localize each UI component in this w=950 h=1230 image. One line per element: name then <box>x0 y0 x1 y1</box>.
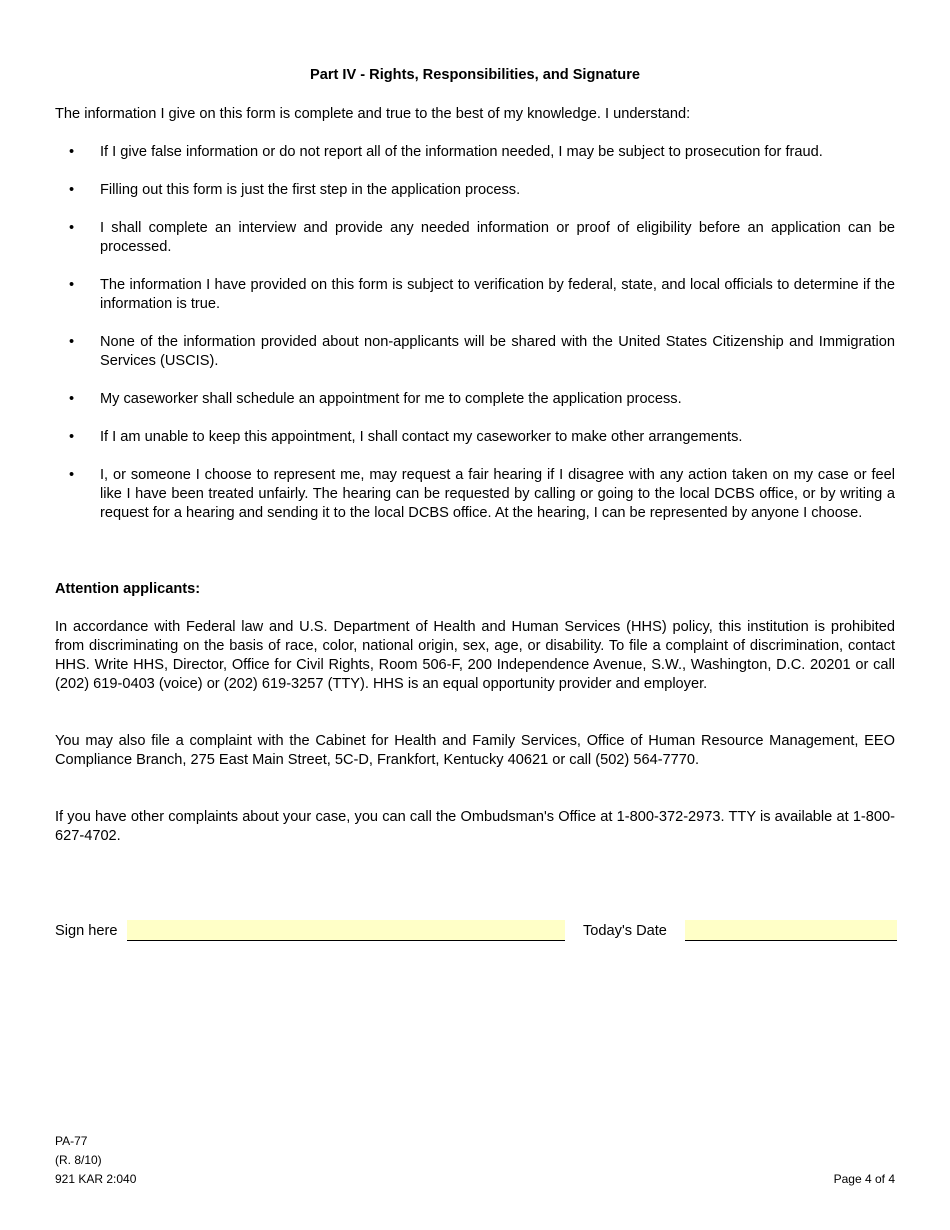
bullet-icon: • <box>69 144 75 160</box>
list-item-text: None of the information provided about non-applicants will be shared with the United States Citizenship and Immigration Services (USCIS). <box>100 334 895 369</box>
ombudsman-paragraph: If you have other complaints about your case, you can call the Ombudsman's Office at 1-800-372-2973. TTY is available at 1-800-627-4702. <box>55 809 895 844</box>
list-item <box>55 219 895 257</box>
list-item-text: The information I have provided on this form is subject to verification by federal, state, and local officials to determine if the information is true. <box>100 277 895 312</box>
bullet-icon: • <box>69 220 75 236</box>
sign-here-label: Sign here <box>55 923 118 939</box>
page-title: Part IV - Rights, Responsibilities, and Signature <box>309 67 641 83</box>
nondiscrimination-paragraph: In accordance with Federal law and U.S. Department of Health and Human Services (HHS) policy, this institution is prohibited from discriminating on the basis of race, color, national origin, sex, age, or disability. To file a complaint of discrimination, contact HHS. Write HHS, Director, Office for Civil Rights, Room 506-F, 200 Independence Avenue, S.W., Washington, D.C. 20201 or call (202) 619-0403 (voice) or (202) 619-3257 (TTY). HHS is an equal opportunity provider and employer. <box>55 619 895 692</box>
list-item-text: My caseworker shall schedule an appointment for me to complete the application process. <box>100 391 682 407</box>
list-item <box>55 276 895 314</box>
list-item <box>55 181 895 200</box>
list-item <box>55 333 895 371</box>
page-number: Page 4 of 4 <box>833 1172 895 1186</box>
bullet-icon: • <box>69 182 75 198</box>
list-item-text: Filling out this form is just the first step in the application process. <box>100 182 521 198</box>
list-item-text: If I give false information or do not report all of the information needed, I may be subject to prosecution for fraud. <box>100 144 823 160</box>
bullet-icon: • <box>69 391 75 407</box>
regulation-code: 921 KAR 2:040 <box>55 1172 137 1186</box>
attention-heading: Attention applicants: <box>55 581 201 597</box>
list-item <box>55 143 895 162</box>
bullet-icon: • <box>69 334 75 350</box>
intro-statement: The information I give on this form is complete and true to the best of my knowledge. I understand: <box>55 106 691 122</box>
bullet-icon: • <box>69 277 75 293</box>
list-item <box>55 466 895 523</box>
form-number: PA-77 <box>55 1134 88 1148</box>
date-field[interactable] <box>685 920 897 941</box>
understanding-list <box>55 143 895 542</box>
revision-date: (R. 8/10) <box>55 1153 102 1167</box>
list-item <box>55 390 895 409</box>
complaint-paragraph: You may also file a complaint with the Cabinet for Health and Family Services, Office of Human Resource Management, EEO Compliance Branch, 275 East Main Street, 5C-D, Frankfort, Kentucky 40621 or call (502) 564-7770. <box>55 733 895 768</box>
list-item <box>55 428 895 447</box>
bullet-icon: • <box>69 467 75 483</box>
bullet-icon: • <box>69 429 75 445</box>
list-item-text: If I am unable to keep this appointment, I shall contact my caseworker to make other arrangements. <box>100 429 743 445</box>
list-item-text: I, or someone I choose to represent me, may request a fair hearing if I disagree with any action taken on my case or feel like I have been treated unfairly. The hearing can be requested by calling or going to the local DCBS office, or by writing a request for a hearing and sending it to the local DCBS office. At the hearing, I can be represented by anyone I choose. <box>100 467 895 521</box>
list-item-text: I shall complete an interview and provide any needed information or proof of eligibility before an application can be processed. <box>100 220 895 255</box>
todays-date-label: Today's Date <box>583 923 667 939</box>
signature-field[interactable] <box>127 920 565 941</box>
